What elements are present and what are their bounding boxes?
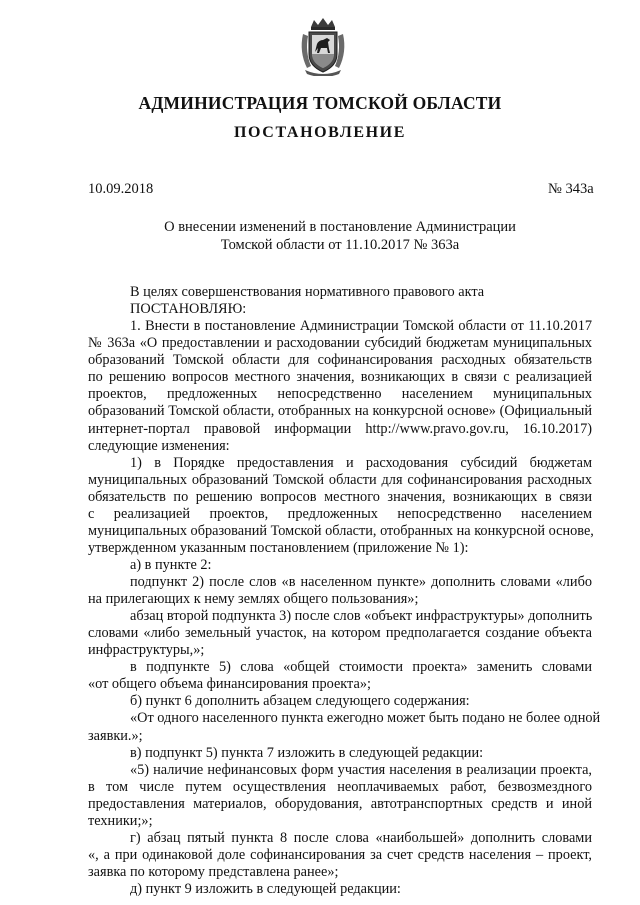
body-line: подпункт 2) после слов «в населенном пункте» дополнить словами «либо — [130, 574, 592, 590]
body-line: в подпункте 5) слова «общей стоимости проекта» заменить словами — [130, 659, 592, 676]
body-line: «От одного населенного пункта ежегодно может быть подано не более одной — [130, 710, 601, 727]
document-number: № 343а — [548, 181, 594, 197]
preamble-line: В целях совершенствования нормативного правового акта — [130, 284, 485, 300]
body-line: б) пункт 6 дополнить абзацем следующего содержания: — [130, 693, 470, 710]
body-line: по решению вопросов местного значения, возникающих в связи с реализацией — [88, 369, 592, 386]
body-line: образований Томской области, отобранных на конкурсной основе» (Официальный — [88, 403, 592, 420]
body-line: 1. Внести в постановление Администрации Томской области от 11.10.2017 — [130, 318, 592, 335]
body-line: д) пункт 9 изложить в следующей редакции: — [130, 881, 401, 897]
document-date: 10.09.2018 — [88, 181, 154, 197]
document-subject — [0, 218, 640, 254]
body-line: муниципальных образований Томской области, отобранных на конкурсной основе, — [88, 522, 594, 539]
body-line: «, а при одинаковой доле софинансирования за счет средств населения – проект, — [88, 846, 592, 863]
body-line: инфраструктуры,»; — [88, 642, 205, 659]
body-line: словами «либо земельный участок, на котором предполагается создание объекта — [88, 625, 592, 642]
body-line: на прилегающих к нему землях общего пользования»; — [88, 591, 419, 607]
body-line: г) абзац пятый пункта 8 после слова «наибольшей» дополнить словами — [130, 829, 592, 846]
subject-line: Томской области от 11.10.2017 № 363а — [220, 237, 460, 253]
subject-line: О внесении изменений в постановление Администрации — [164, 219, 516, 235]
organization-title: АДМИНИСТРАЦИЯ ТОМСКОЙ ОБЛАСТИ — [138, 93, 502, 113]
body-line: № 363а «О предоставлении и расходовании субсидий бюджетам муниципальных — [88, 335, 592, 352]
body-line: абзац второй подпункта 3) после слов «объект инфраструктуры» дополнить — [130, 608, 593, 625]
body-line: 1) в Порядке предоставления и расходования субсидий бюджетам — [130, 454, 592, 471]
body-line: с реализацией проектов, предложенных непосредственно населением — [88, 505, 592, 522]
body-line: заявка по которому представлена ранее»; — [88, 863, 339, 880]
body-line: обязательств по решению вопросов местного значения, возникающих в связи — [88, 488, 592, 505]
resolution-keyword: ПОСТАНОВЛЯЮ: — [130, 301, 247, 318]
body-line: в том числе путем осуществления неоплачиваемых работ, безвозмездного — [88, 778, 592, 795]
body-line: в) подпункт 5) пункта 7 изложить в следующей редакции: — [130, 744, 484, 761]
body-line: техники;»; — [88, 812, 153, 829]
body-line: проектов, предложенных непосредственно населением муниципальных — [88, 386, 592, 403]
body-line: «5) наличие нефинансовых форм участия населения в реализации проекта, — [130, 761, 592, 778]
body-line: следующие изменения: — [88, 437, 230, 454]
body-line: предоставления материалов, оборудования, автотранспортных средств и иной — [88, 795, 592, 812]
body-line: образований Томской области для софинансирования расходных обязательств — [88, 352, 592, 369]
body-line: «от общего объема финансирования проекта»; — [88, 676, 371, 693]
body-line: утвержденном указанным постановлением (приложение № 1): — [88, 539, 469, 556]
document-type-title: ПОСТАНОВЛЕНИЕ — [234, 124, 406, 141]
coat-of-arms-icon — [299, 18, 347, 76]
body-line: муниципальных образований Томской области для софинансирования расходных — [88, 471, 592, 488]
body-line: заявки.»; — [88, 727, 143, 744]
body-line: а) в пункте 2: — [130, 556, 212, 573]
body-line: интернет-портал правовой информации http://www.pravo.gov.ru, 16.10.2017) — [88, 420, 592, 437]
